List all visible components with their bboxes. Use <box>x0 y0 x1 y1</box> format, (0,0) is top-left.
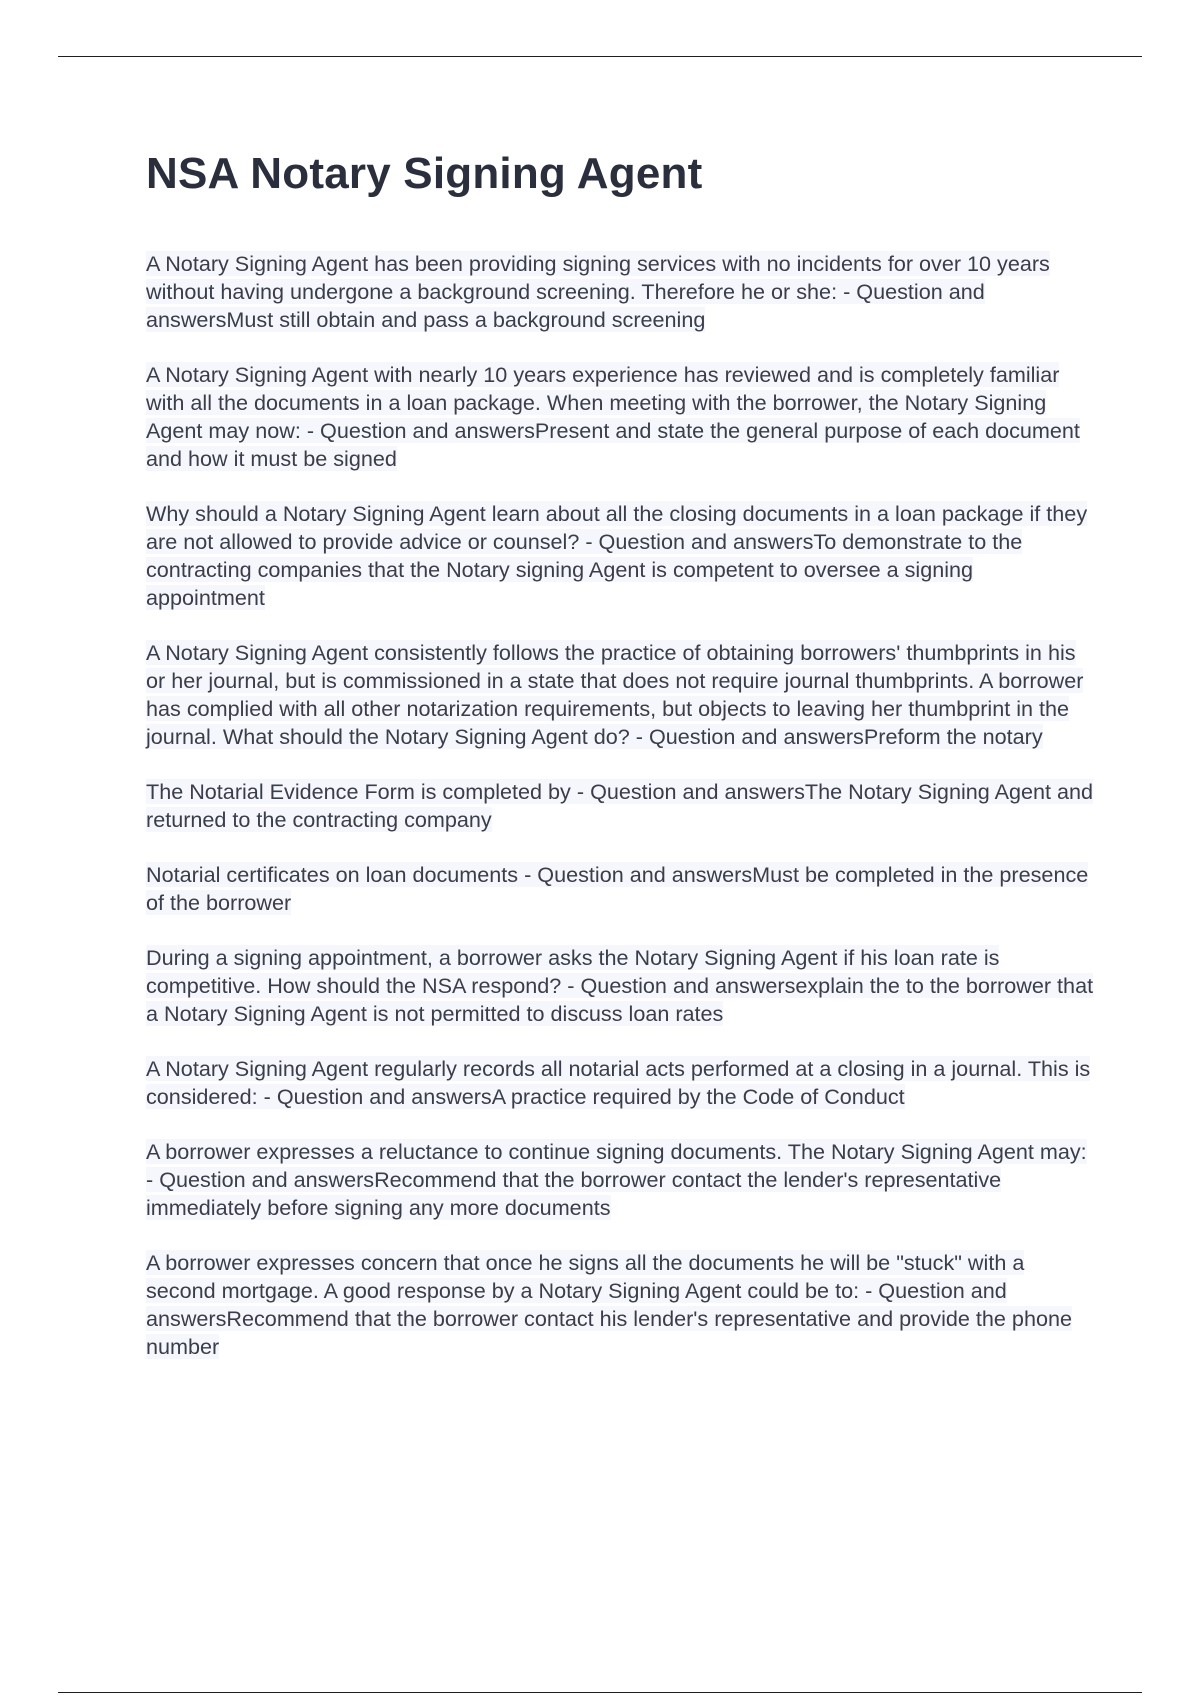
qa-separator: - <box>837 279 857 304</box>
qa-list <box>146 250 1096 1361</box>
qa-question: A borrower expresses concern that once he signs all the documents he will be "stuck" with a second mortgage. A good response by a Notary Signing Agent could be to: <box>146 1250 1025 1303</box>
qa-item <box>146 778 1096 834</box>
qa-question: A Notary Signing Agent regularly records all notarial acts performed at a closing in a journal. This is considered: <box>146 1056 1091 1109</box>
qa-text <box>146 1250 1072 1359</box>
qa-item <box>146 1138 1096 1222</box>
top-rule <box>58 56 1142 57</box>
qa-answer: Question and answersRecommend that the borrower contact the lender's representative immediately before signing any more documents <box>146 1167 1002 1220</box>
qa-separator: - <box>300 418 321 443</box>
qa-question: A borrower expresses a reluctance to continue signing documents. The Notary Signing Agent may: <box>146 1139 1087 1164</box>
qa-text <box>146 1056 1090 1109</box>
qa-text <box>146 945 1093 1026</box>
qa-answer: Question and answersPreform the notary <box>648 724 1043 749</box>
qa-item <box>146 1249 1096 1361</box>
qa-answer: Question and answersTo demonstrate to the contracting companies that the Notary signing Agent is competent to oversee a signing appointment <box>146 529 1023 610</box>
qa-separator: - <box>570 779 591 804</box>
qa-question: A Notary Signing Agent consistently follows the practice of obtaining borrowers' thumbprints in his or her journal, but is commissioned in a state that does not require journal thumbprints. A borrower has complied with all other notarization requirements, but objects to leaving her thumbprint in the journal. What should the Notary Signing Agent do? <box>146 640 1084 749</box>
qa-answer: Question and answersPresent and state the general purpose of each document and how it must be signed <box>146 418 1080 471</box>
qa-text <box>146 501 1087 610</box>
document-title: NSA Notary Signing Agent <box>146 149 703 198</box>
qa-answer: Question and answersRecommend that the borrower contact his lender's representative and provide the phone number <box>146 1278 1072 1359</box>
qa-separator: - <box>146 1167 160 1192</box>
qa-question: A Notary Signing Agent with nearly 10 years experience has reviewed and is completely familiar with all the documents in a loan package. When meeting with the borrower, the Notary Signing Agent may now: <box>146 362 1060 443</box>
qa-separator: - <box>629 724 649 749</box>
qa-text <box>146 779 1093 832</box>
qa-separator: - <box>859 1278 879 1303</box>
qa-separator: - <box>579 529 599 554</box>
qa-answer: Question and answersexplain the to the borrower that a Notary Signing Agent is not permitted to discuss loan rates <box>146 973 1094 1026</box>
qa-text <box>146 862 1088 915</box>
qa-separator: - <box>561 973 581 998</box>
document-body <box>146 144 1096 1388</box>
qa-separator: - <box>257 1084 277 1109</box>
qa-answer: Question and answersA practice required by the Code of Conduct <box>276 1084 905 1109</box>
qa-text <box>146 1139 1087 1220</box>
qa-text <box>146 251 1050 332</box>
qa-item <box>146 250 1096 334</box>
qa-text <box>146 640 1083 749</box>
qa-question: A Notary Signing Agent has been providing signing services with no incidents for over 10 years without having undergone a background screening. Therefore he or she: <box>146 251 1050 304</box>
qa-item <box>146 500 1096 612</box>
qa-answer: Question and answersMust be completed in the presence of the borrower <box>146 862 1089 915</box>
qa-separator: - <box>518 862 538 887</box>
qa-answer: Question and answersMust still obtain and pass a background screening <box>146 279 985 332</box>
bottom-rule <box>58 1692 1142 1693</box>
qa-item <box>146 361 1096 473</box>
qa-text <box>146 362 1080 471</box>
qa-item <box>146 861 1096 917</box>
qa-item <box>146 1055 1096 1111</box>
qa-question: The Notarial Evidence Form is completed by <box>146 779 571 804</box>
qa-answer: Question and answersThe Notary Signing Agent and returned to the contracting company <box>146 779 1094 832</box>
qa-item <box>146 944 1096 1028</box>
qa-question: Notarial certificates on loan documents <box>146 862 519 887</box>
qa-question: Why should a Notary Signing Agent learn about all the closing documents in a loan package if they are not allowed to provide advice or counsel? <box>146 501 1088 554</box>
qa-question: During a signing appointment, a borrower asks the Notary Signing Agent if his loan rate is competitive. How should the NSA respond? <box>146 945 1000 998</box>
qa-item <box>146 639 1096 751</box>
